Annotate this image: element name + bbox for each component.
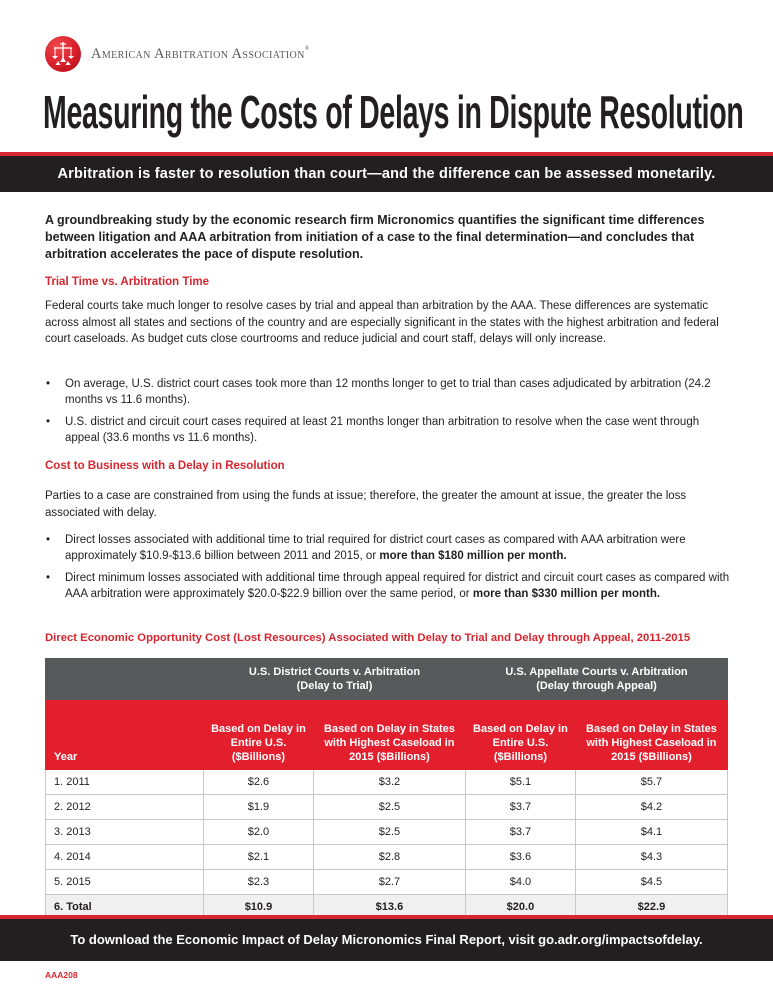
table-cell: $4.5 [575, 870, 727, 895]
table-cell: $2.7 [313, 870, 465, 895]
bullet-icon: • [46, 378, 51, 390]
table-cell: $2.1 [204, 845, 314, 870]
table-group-header [46, 659, 728, 700]
table-row [46, 795, 728, 820]
table-cell: 1. 2011 [46, 770, 204, 795]
bullet-item: • Direct minimum losses associated with additional time through appeal required for district and circuit court cases as compared with AAA arbitration were approximately $20.0-$22.9 billion over the same period, or more than $330 million per month. [46, 572, 730, 600]
column-header: Based on Delay in States with Highest Caseload in 2015 ($Billions) [313, 700, 465, 770]
column-header: Based on Delay in Entire U.S. ($Billions) [465, 700, 575, 770]
table-cell: $4.2 [575, 795, 727, 820]
table-cell: $2.8 [313, 845, 465, 870]
table-cell: 4. 2014 [46, 845, 204, 870]
table-cell: $4.3 [575, 845, 727, 870]
table-cell: $2.5 [313, 820, 465, 845]
bullet-item: • U.S. district and circuit court cases required at least 21 months longer than arbitration to resolve when the case went through appeal (33.6 months vs 11.6 months). [46, 416, 700, 444]
table-cell: $5.7 [575, 770, 727, 795]
table-cell: 6. Total [46, 895, 204, 920]
scales-of-justice-icon [45, 36, 81, 72]
group-header-blank [46, 659, 204, 700]
table-cell: 5. 2015 [46, 870, 204, 895]
table-cell: $10.9 [204, 895, 314, 920]
bullet-icon: • [46, 534, 51, 546]
table-column-header [46, 700, 728, 770]
table-row [46, 870, 728, 895]
column-header: Year [46, 700, 204, 770]
table-cell: 2. 2012 [46, 795, 204, 820]
table-cell: $22.9 [575, 895, 727, 920]
table-cell: $3.6 [465, 845, 575, 870]
page-title: Measuring the Costs of Delays in Dispute Resolution [43, 86, 744, 138]
aaa-logo [45, 34, 310, 74]
table-row [46, 845, 728, 870]
table-row [46, 770, 728, 795]
table-cell: $2.0 [204, 820, 314, 845]
table-cell: $2.3 [204, 870, 314, 895]
bullet-icon: • [46, 572, 51, 584]
section-heading-cost-to-business: Cost to Business with a Delay in Resolution [45, 460, 285, 472]
table-cell: $1.9 [204, 795, 314, 820]
table-cell: $2.5 [313, 795, 465, 820]
table-cell: 3. 2013 [46, 820, 204, 845]
bullet-icon: • [46, 416, 51, 428]
table-row [46, 820, 728, 845]
section2-paragraph: Parties to a case are constrained from using the funds at issue; therefore, the greater the amount at issue, the greater the loss associated with delay. [45, 490, 687, 519]
document-code: AAA208 [45, 970, 78, 980]
section1-bullets [45, 376, 730, 452]
group-header-district: U.S. District Courts v. Arbitration (Delay to Trial) [204, 659, 466, 700]
column-header: Based on Delay in Entire U.S. ($Billions) [204, 700, 314, 770]
column-header: Based on Delay in States with Highest Caseload in 2015 ($Billions) [575, 700, 727, 770]
cost-table [45, 658, 728, 920]
section2-bullets [45, 532, 730, 608]
table-cell: $5.1 [465, 770, 575, 795]
table-cell: $3.7 [465, 820, 575, 845]
table-cell: $4.0 [465, 870, 575, 895]
table-cell: $3.7 [465, 795, 575, 820]
table-cell: $2.6 [204, 770, 314, 795]
table-cell: $4.1 [575, 820, 727, 845]
table-title: Direct Economic Opportunity Cost (Lost Resources) Associated with Delay to Trial and Delay through Appeal, 2011-2015 [45, 632, 691, 644]
section1-paragraph: Federal courts take much longer to resolve cases by trial and appeal than arbitration by the AAA. These differences are systematic across almost all states and sections of the country and are especially significant in the states with the highest arbitration and federal court caseloads. As budget cuts close courtrooms and reduce judicial and court staff, delays will only increase. [45, 300, 719, 345]
intro-paragraph: A groundbreaking study by the economic research firm Micronomics quantifies the significant time differences between litigation and AAA arbitration from initiation of a case to the final determination—and concludes that arbitration accelerates the pace of dispute resolution. [45, 213, 705, 261]
table-cell: $3.2 [313, 770, 465, 795]
subtitle-banner: Arbitration is faster to resolution than court—and the difference can be assessed monetarily. [0, 156, 773, 192]
bullet-item: • Direct losses associated with additional time to trial required for district court cases as compared with AAA arbitration were approximately $10.9-$13.6 billion between 2011 and 2015, or more than $180 million per month. [46, 534, 686, 562]
table-cell: $13.6 [313, 895, 465, 920]
group-header-appellate: U.S. Appellate Courts v. Arbitration (Delay through Appeal) [465, 659, 727, 700]
section-heading-trial-time: Trial Time vs. Arbitration Time [45, 276, 210, 288]
org-name: American Arbitration Association® [91, 45, 310, 62]
table-cell: $20.0 [465, 895, 575, 920]
footer-cta: To download the Economic Impact of Delay Micronomics Final Report, visit go.adr.org/impactsofdelay. [0, 919, 773, 961]
bullet-item: • On average, U.S. district court cases took more than 12 months longer to get to trial than cases adjudicated by arbitration (24.2 months vs 11.6 months). [46, 378, 711, 406]
